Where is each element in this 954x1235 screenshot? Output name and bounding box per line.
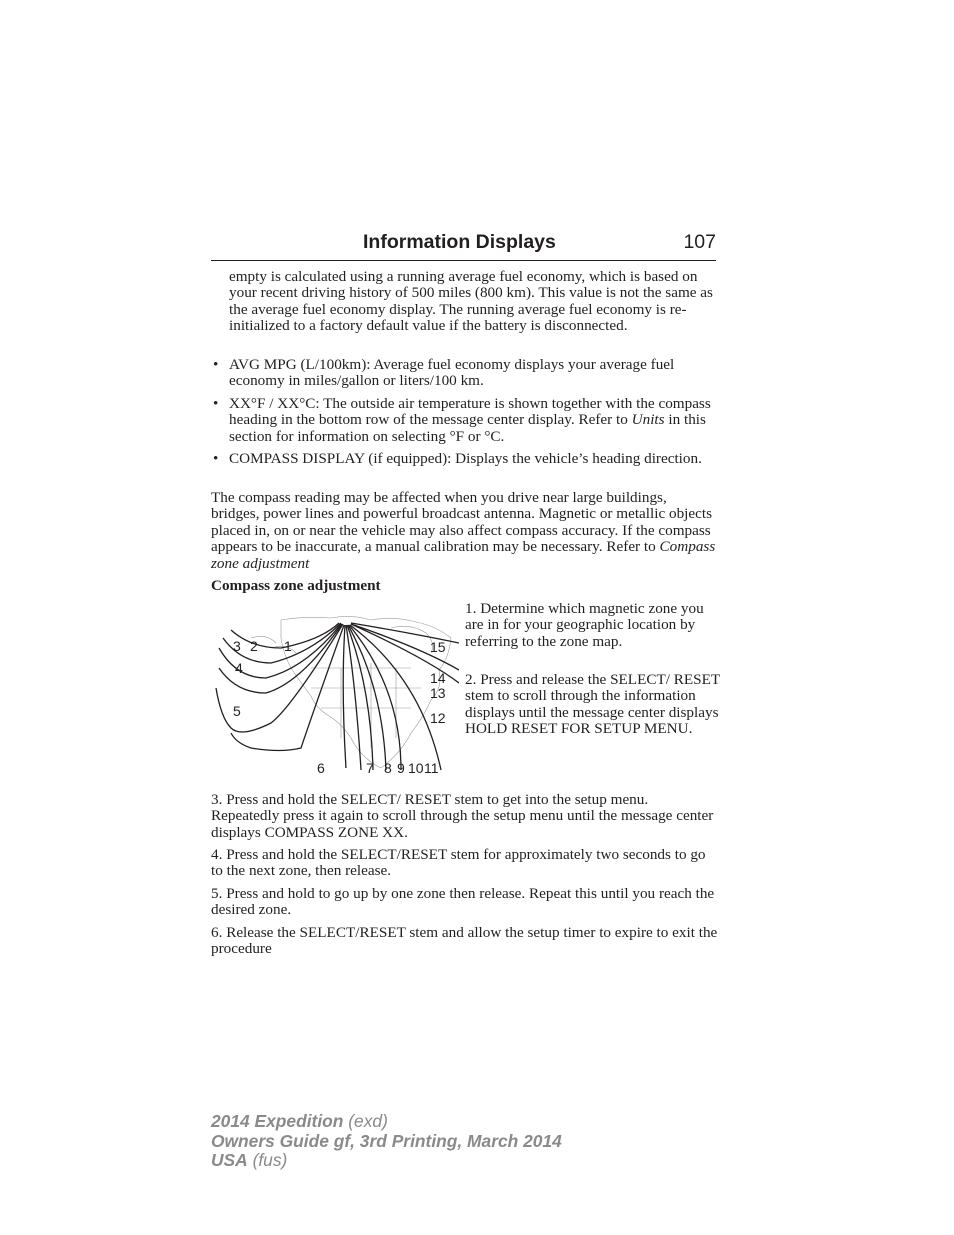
compass-zone-map <box>211 608 459 778</box>
bullet-avg-mpg: AVG MPG (L/100km): Average fuel economy displays your average fuel economy in miles/gallon or liters/100 km. <box>229 356 675 390</box>
zone-label-8: 8 <box>384 760 392 776</box>
bullet-marker: • <box>213 356 219 373</box>
map-coastline <box>251 616 451 768</box>
zone-label-4: 4 <box>235 660 243 676</box>
page-header <box>211 230 716 261</box>
zone-label-2: 2 <box>250 638 258 654</box>
intro-paragraph: empty is calculated using a running average fuel economy, which is based on your recent driving history of 500 miles (800 km). This value is not the same as the average fuel economy display. The running average fuel economy is re-initialized to a factory default value if the battery is disconnected. <box>229 268 713 335</box>
zone-label-9: 9 <box>397 760 405 776</box>
subheading-compass-zone: Compass zone adjustment <box>211 577 381 594</box>
bullet-marker: • <box>213 395 219 412</box>
zone-label-1: 1 <box>284 638 292 654</box>
zone-label-7: 7 <box>366 760 374 776</box>
section-title: Information Displays <box>363 231 556 253</box>
step-1: 1. Determine which magnetic zone you are in for your geographic location by referring to the zone map. <box>465 600 704 650</box>
zone-label-12: 12 <box>430 710 446 726</box>
compass-accuracy-paragraph: The compass reading may be affected when you drive near large buildings, bridges, power lines and powerful broadcast antenna. Magnetic or metallic objects placed in, on or near the vehicle may also affect compass accuracy. If the compass appears to be inaccurate, a manual calibration may be necessary. Refer to Compass zone adjustment <box>211 489 716 572</box>
footer-model-line: 2014 Expedition (exd) <box>211 1111 388 1131</box>
bullet-marker: • <box>213 450 219 467</box>
zone-label-5: 5 <box>233 703 241 719</box>
zone-label-14: 14 <box>430 670 446 686</box>
page-footer <box>211 1112 631 1171</box>
compass-zone-reference: Compass zone adjustment <box>211 538 716 572</box>
units-reference: Units <box>631 411 665 429</box>
footer-guide-line: Owners Guide gf, 3rd Printing, March 2014 <box>211 1130 562 1151</box>
zone-label-15: 15 <box>430 639 446 655</box>
bullet-compass-display: COMPASS DISPLAY (if equipped): Displays the vehicle’s heading direction. <box>229 450 702 467</box>
bullet-temperature: XX°F / XX°C: The outside air temperature is shown together with the compass heading in the bottom row of the message center display. Refer to Units in this section for information on selecting °F or °C. <box>229 395 711 445</box>
zone-label-3: 3 <box>233 638 241 654</box>
zone-label-6: 6 <box>317 760 325 776</box>
zone-label-11: 11 <box>424 760 439 776</box>
step-3: 3. Press and hold the SELECT/ RESET stem to get into the setup menu. Repeatedly press it again to scroll through the setup menu until the message center displays COMPASS ZONE XX. <box>211 791 714 841</box>
step-6: 6. Release the SELECT/RESET stem and allow the setup timer to expire to exit the procedure <box>211 924 718 958</box>
footer-market-line: USA (fus) <box>211 1150 288 1170</box>
zone-label-10: 10 <box>408 760 424 776</box>
step-2: 2. Press and release the SELECT/ RESET stem to scroll through the information displays until the message center displays HOLD RESET FOR SETUP MENU. <box>465 671 720 738</box>
step-5: 5. Press and hold to go up by one zone then release. Repeat this until you reach the desired zone. <box>211 885 715 919</box>
page-number: 107 <box>683 231 716 253</box>
zone-label-13: 13 <box>430 685 446 701</box>
step-4: 4. Press and hold the SELECT/RESET stem for approximately two seconds to go to the next zone, then release. <box>211 846 706 880</box>
